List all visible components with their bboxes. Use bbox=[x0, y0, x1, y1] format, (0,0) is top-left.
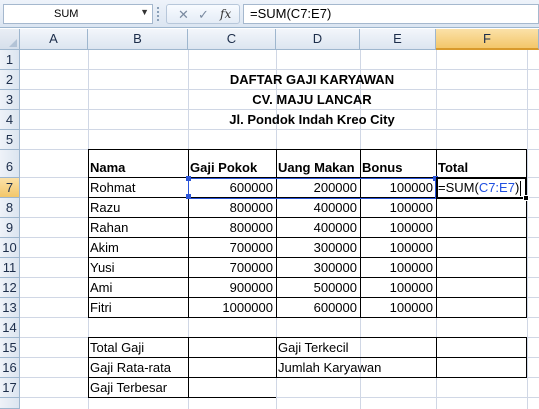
label-total-gaji[interactable]: Total Gaji bbox=[90, 340, 145, 355]
cell-bonus[interactable]: 100000 bbox=[389, 300, 433, 315]
row-header-12[interactable]: 12 bbox=[0, 278, 20, 298]
row-header-4[interactable]: 4 bbox=[0, 110, 20, 130]
edit-suffix: ) bbox=[514, 180, 520, 195]
name-box-value: SUM bbox=[54, 8, 79, 20]
cell-bonus[interactable]: 100000 bbox=[389, 280, 433, 295]
insert-function-icon[interactable]: fx bbox=[220, 7, 232, 21]
cell-gaji-pokok[interactable]: 1000000 bbox=[222, 300, 273, 315]
header-nama[interactable]: Nama bbox=[90, 160, 126, 175]
column-header-d[interactable]: D bbox=[276, 29, 360, 50]
cell-bonus[interactable]: 100000 bbox=[389, 240, 433, 255]
row-header-18[interactable] bbox=[0, 398, 20, 409]
cell-uang-makan[interactable]: 600000 bbox=[313, 300, 357, 315]
cell-gaji-pokok[interactable]: 600000 bbox=[229, 180, 273, 195]
row-header-11[interactable]: 11 bbox=[0, 258, 20, 278]
formula-input[interactable]: =SUM(C7:E7) bbox=[243, 4, 539, 24]
cell-uang-makan[interactable]: 400000 bbox=[313, 220, 357, 235]
cell-uang-makan[interactable]: 400000 bbox=[313, 200, 357, 215]
select-all-corner[interactable] bbox=[0, 29, 20, 50]
range-handle[interactable] bbox=[186, 194, 191, 199]
title-address[interactable]: Jl. Pondok Indah Kreo City bbox=[229, 112, 395, 127]
cell-bonus[interactable]: 100000 bbox=[389, 220, 433, 235]
formula-buttons bbox=[166, 4, 240, 24]
cell-nama[interactable]: Razu bbox=[90, 200, 121, 215]
cell-nama[interactable]: Ami bbox=[90, 280, 113, 295]
formula-bar bbox=[0, 0, 539, 28]
cell-nama[interactable]: Fitri bbox=[90, 300, 112, 315]
range-handle[interactable] bbox=[186, 176, 191, 181]
label-jumlah-karyawan[interactable]: Jumlah Karyawan bbox=[278, 360, 382, 375]
title-company-label[interactable]: DAFTAR GAJI KARYAWAN bbox=[229, 72, 395, 87]
row-header-14[interactable]: 14 bbox=[0, 318, 20, 338]
grip-icon[interactable] bbox=[157, 7, 161, 21]
row-header-9[interactable]: 9 bbox=[0, 218, 20, 238]
cell-gaji-pokok[interactable]: 800000 bbox=[229, 220, 273, 235]
cancel-icon[interactable]: ✕ bbox=[178, 7, 189, 22]
row-header-6[interactable]: 6 bbox=[0, 150, 20, 178]
cell-gaji-pokok[interactable]: 700000 bbox=[229, 260, 273, 275]
cell-nama[interactable]: Rohmat bbox=[90, 180, 136, 195]
column-header-f[interactable]: F bbox=[436, 29, 539, 50]
cell-gaji-pokok[interactable]: 800000 bbox=[229, 200, 273, 215]
header-gaji-pokok[interactable]: Gaji Pokok bbox=[190, 160, 258, 175]
cell-uang-makan[interactable]: 500000 bbox=[313, 280, 357, 295]
label-gaji-terkecil[interactable]: Gaji Terkecil bbox=[278, 340, 349, 355]
header-total[interactable]: Total bbox=[438, 160, 469, 175]
edit-prefix: =SUM( bbox=[438, 180, 479, 195]
enter-check-icon[interactable]: ✓ bbox=[198, 7, 209, 22]
header-bonus[interactable]: Bonus bbox=[362, 160, 403, 175]
cell-bonus[interactable]: 100000 bbox=[389, 260, 433, 275]
row-header-5[interactable]: 5 bbox=[0, 130, 20, 150]
row-header-13[interactable]: 13 bbox=[0, 298, 20, 318]
cell-nama[interactable]: Rahan bbox=[90, 220, 129, 235]
label-gaji-rata-rata[interactable]: Gaji Rata-rata bbox=[90, 360, 171, 375]
row-header-8[interactable]: 8 bbox=[0, 198, 20, 218]
cell-gaji-pokok[interactable]: 900000 bbox=[229, 280, 273, 295]
edit-reference: C7:E7 bbox=[478, 180, 515, 195]
cell-uang-makan[interactable]: 300000 bbox=[313, 260, 357, 275]
cell-nama[interactable]: Yusi bbox=[90, 260, 115, 275]
row-header-17[interactable]: 17 bbox=[0, 378, 20, 398]
label-gaji-terbesar[interactable]: Gaji Terbesar bbox=[90, 380, 168, 395]
cell-bonus[interactable]: 100000 bbox=[389, 200, 433, 215]
row-header-2[interactable]: 2 bbox=[0, 70, 20, 90]
cell-uang-makan[interactable]: 300000 bbox=[313, 240, 357, 255]
column-header-a[interactable]: A bbox=[20, 29, 88, 50]
column-header-b[interactable]: B bbox=[88, 29, 188, 50]
row-header-16[interactable]: 16 bbox=[0, 358, 20, 378]
text-cursor bbox=[520, 181, 521, 196]
row-header-10[interactable]: 10 bbox=[0, 238, 20, 258]
row-header-15[interactable]: 15 bbox=[0, 338, 20, 358]
column-header-e[interactable]: E bbox=[360, 29, 436, 50]
cell-gaji-pokok[interactable]: 700000 bbox=[229, 240, 273, 255]
select-all-icon bbox=[9, 39, 17, 47]
row-header-7[interactable]: 7 bbox=[0, 178, 20, 198]
cell-uang-makan[interactable]: 200000 bbox=[313, 180, 357, 195]
cell-nama[interactable]: Akim bbox=[90, 240, 119, 255]
column-header-c[interactable]: C bbox=[188, 29, 276, 50]
name-box[interactable] bbox=[3, 4, 153, 24]
title-company-name[interactable]: CV. MAJU LANCAR bbox=[252, 92, 372, 107]
row-header-3[interactable]: 3 bbox=[0, 90, 20, 110]
header-uang-makan[interactable]: Uang Makan bbox=[278, 160, 355, 175]
cell-bonus[interactable]: 100000 bbox=[389, 180, 433, 195]
fill-handle[interactable] bbox=[523, 195, 529, 201]
cell-edit-text[interactable] bbox=[438, 179, 521, 197]
row-header-1[interactable]: 1 bbox=[0, 50, 20, 70]
chevron-down-icon[interactable]: ▼ bbox=[140, 7, 149, 17]
